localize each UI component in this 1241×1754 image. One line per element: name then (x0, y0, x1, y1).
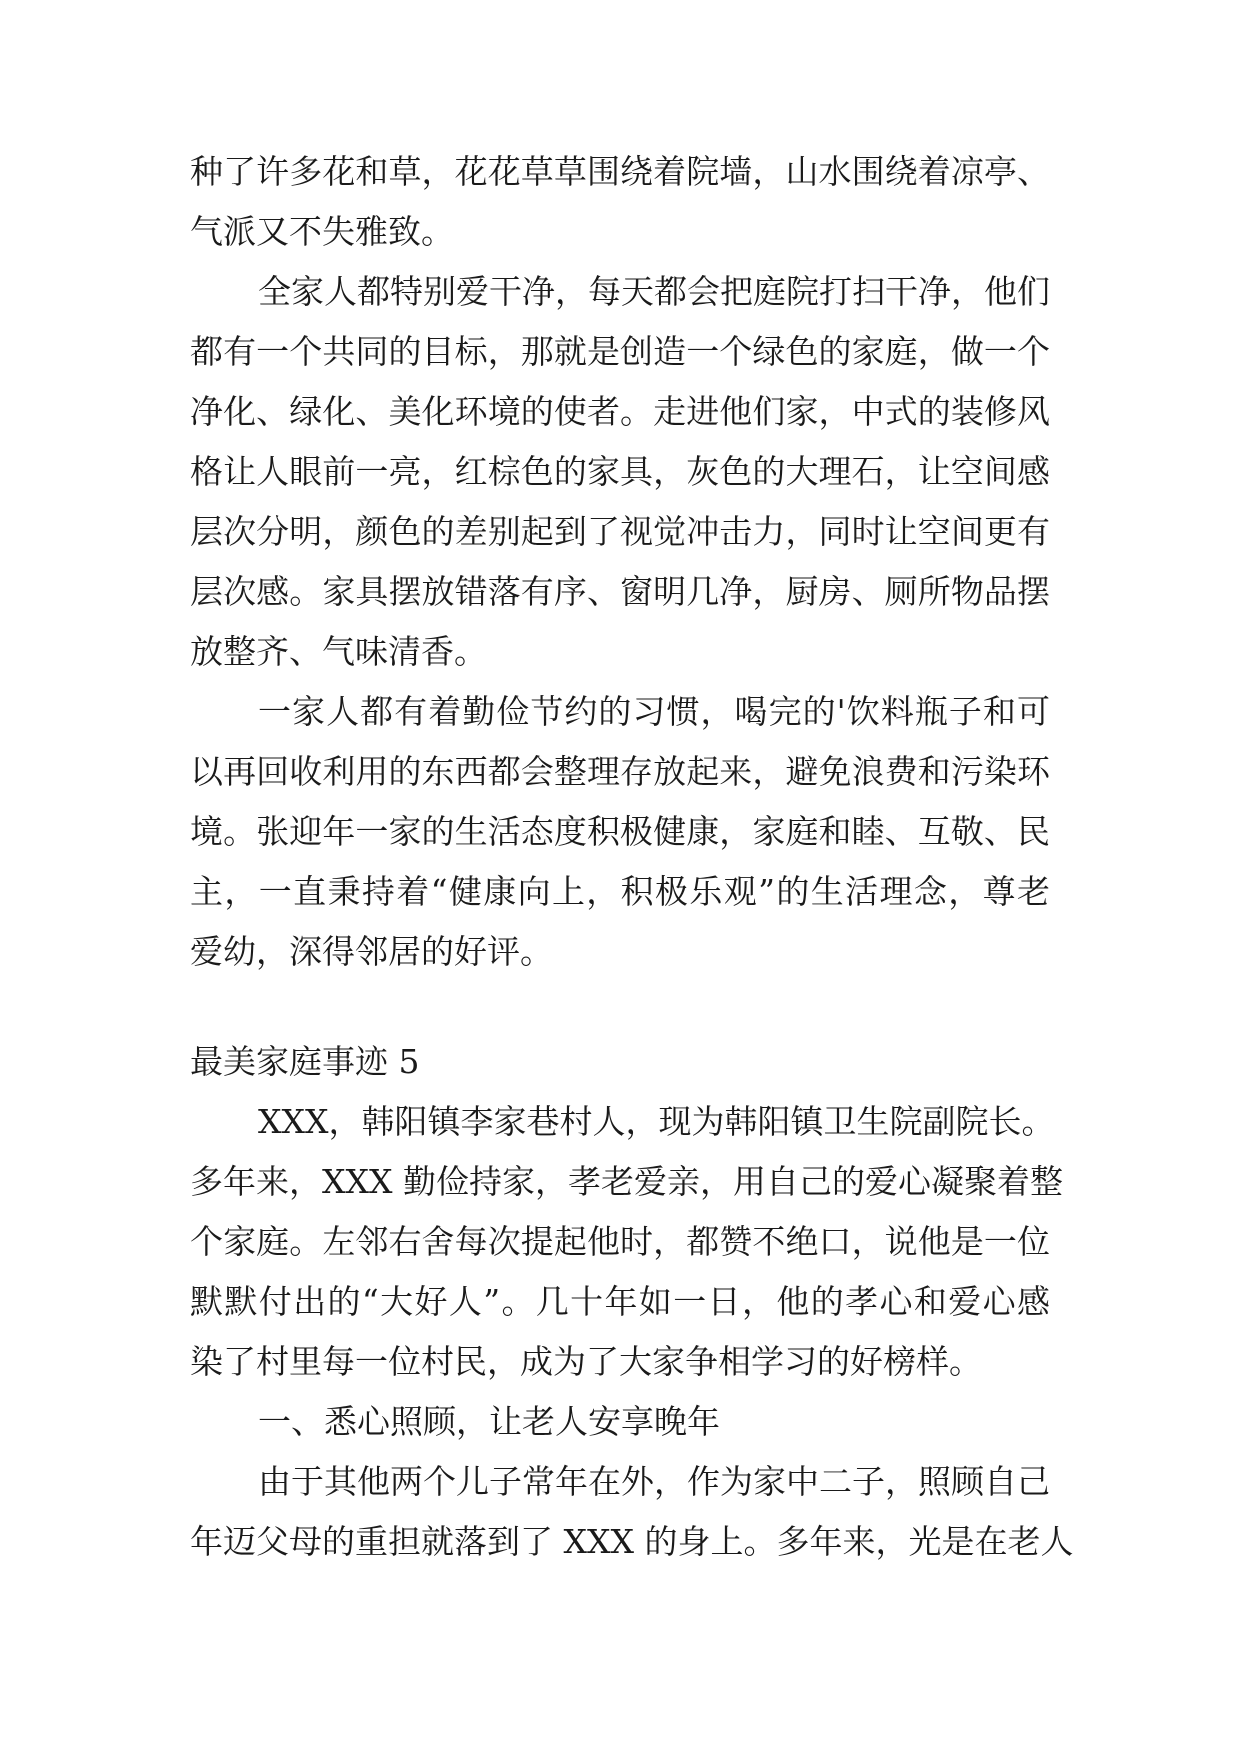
paragraph-line: 净化、绿化、美化环境的使者。走进他们家，中式的装修风 (190, 392, 1050, 431)
paragraph-line: 放整齐、气味清香。 (190, 632, 487, 671)
paragraph-line: 气派又不失雅致。 (190, 212, 454, 251)
paragraph-line: 全家人都特别爱干净，每天都会把庭院打扫干净，他们 (258, 272, 1050, 311)
paragraph-line: 层次分明，颜色的差别起到了视觉冲击力，同时让空间更有 (190, 512, 1050, 551)
paragraph-line: 层次感。家具摆放错落有序、窗明几净，厨房、厕所物品摆 (190, 572, 1050, 611)
subheading: 一、悉心照顾，让老人安享晚年 (258, 1402, 720, 1441)
paragraph-line: 爱幼，深得邻居的好评。 (190, 932, 553, 971)
paragraph-line: 多年来，XXX 勤俭持家，孝老爱亲，用自己的爱心凝聚着整 (190, 1162, 1063, 1201)
paragraph-line: 年迈父母的重担就落到了 XXX 的身上。多年来，光是在老人 (190, 1522, 1074, 1561)
paragraph-line: 个家庭。左邻右舍每次提起他时，都赞不绝口，说他是一位 (190, 1222, 1050, 1261)
paragraph-line: 由于其他两个儿子常年在外，作为家中二子，照顾自己 (258, 1462, 1050, 1501)
paragraph-line: 种了许多花和草，花花草草围绕着院墙，山水围绕着凉亭、 (190, 152, 1050, 191)
section-heading: 最美家庭事迹 5 (190, 1042, 420, 1081)
paragraph-line: 主，一直秉持着“健康向上，积极乐观”的生活理念，尊老 (190, 872, 1050, 911)
paragraph-line: 以再回收利用的东西都会整理存放起来，避免浪费和污染环 (190, 752, 1050, 791)
paragraph-line: 一家人都有着勤俭节约的习惯，喝完的'饮料瓶子和可 (258, 692, 1050, 731)
paragraph-line: 染了村里每一位村民，成为了大家争相学习的好榜样。 (190, 1342, 982, 1381)
paragraph-line: 默默付出的“大好人”。几十年如一日，他的孝心和爱心感 (190, 1282, 1050, 1321)
paragraph-line: 格让人眼前一亮，红棕色的家具，灰色的大理石，让空间感 (190, 452, 1050, 491)
paragraph-line: 都有一个共同的目标，那就是创造一个绿色的家庭，做一个 (190, 332, 1050, 371)
paragraph-line: XXX，韩阳镇李家巷村人，现为韩阳镇卫生院副院长。 (258, 1102, 1055, 1141)
paragraph-line: 境。张迎年一家的生活态度积极健康，家庭和睦、互敬、民 (190, 812, 1050, 851)
